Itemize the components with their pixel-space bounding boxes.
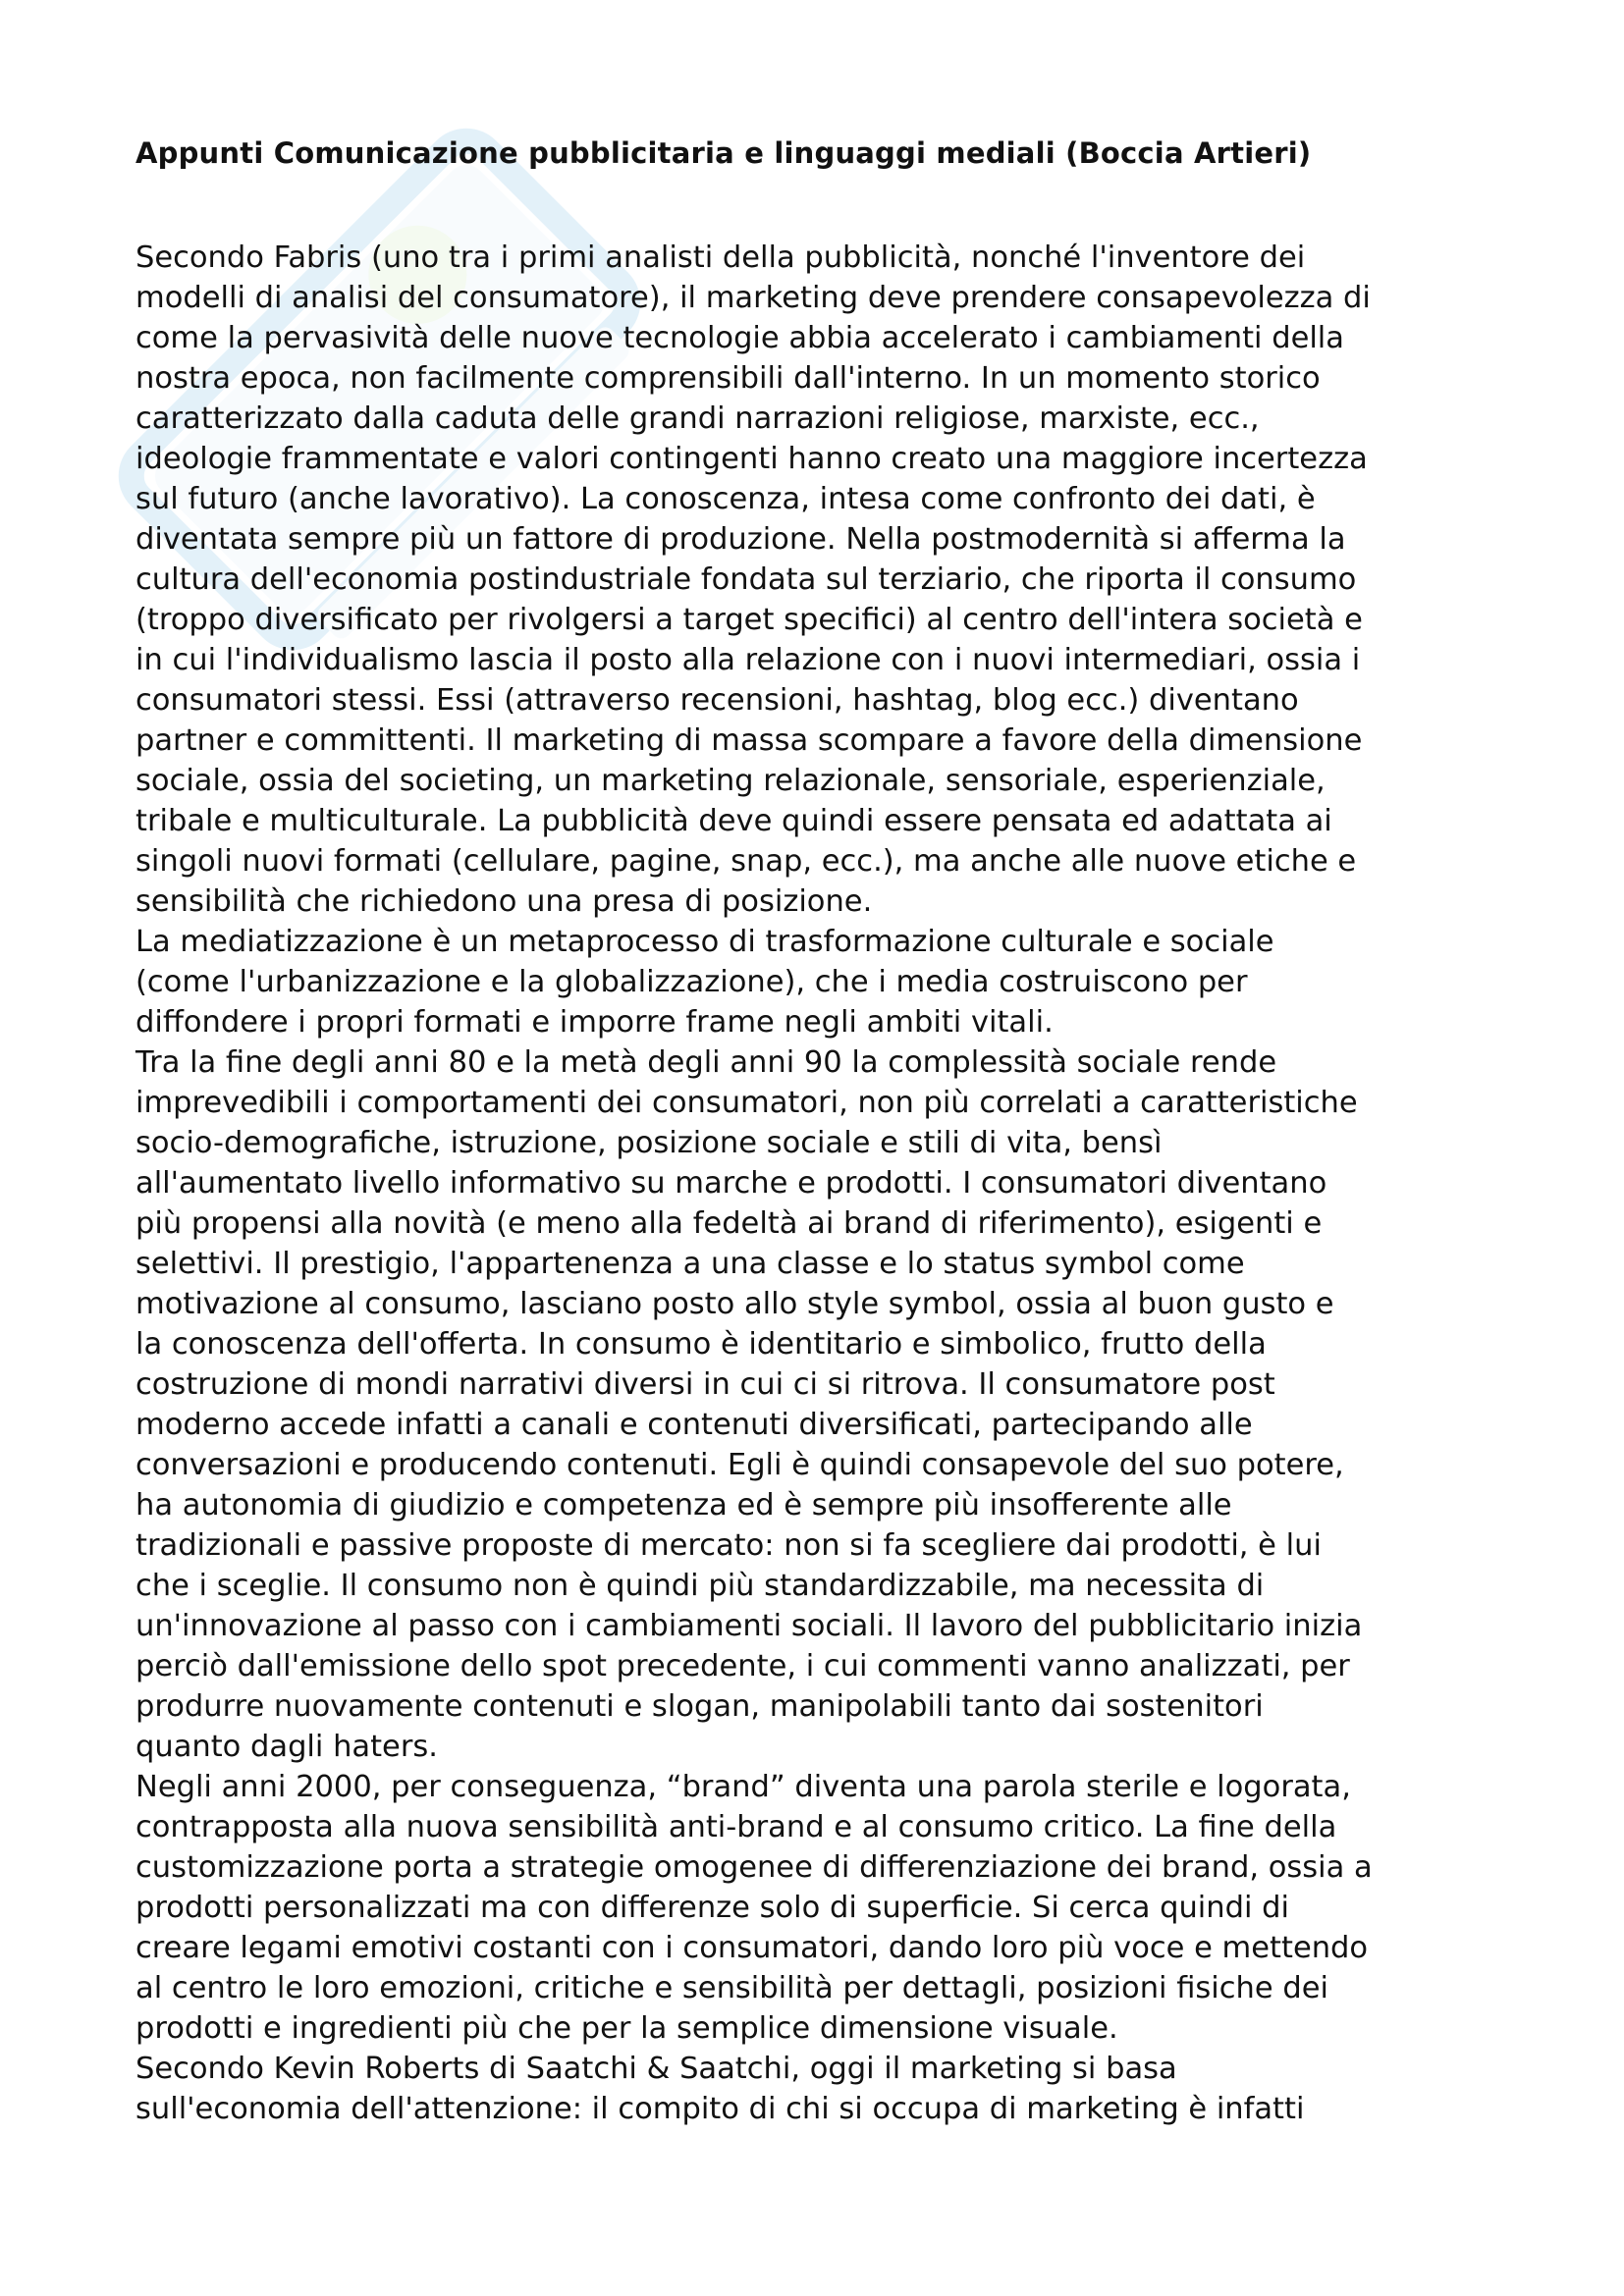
text-line: come la pervasività delle nuove tecnologie abbia accelerato i cambiamenti della — [135, 321, 1344, 355]
text-line: nostra epoca, non facilmente comprensibili dall'interno. In un momento storico — [135, 361, 1321, 396]
text-line: prodotti e ingredienti più che per la semplice dimensione visuale. — [135, 2011, 1118, 2046]
text-line: moderno accede infatti a canali e contenuti diversificati, partecipando alle — [135, 1408, 1253, 1442]
paragraph — [135, 1767, 1510, 2049]
text-line: Negli anni 2000, per conseguenza, “brand” diventa una parola sterile e logorata, — [135, 1770, 1351, 1804]
text-line: conversazioni e producendo contenuti. Egli è quindi consapevole del suo potere, — [135, 1448, 1344, 1482]
text-line: contrapposta alla nuova sensibilità anti-brand e al consumo critico. La fine della — [135, 1810, 1337, 1844]
text-line: tribale e multiculturale. La pubblicità deve quindi essere pensata ed adattata ai — [135, 804, 1332, 838]
text-line: tradizionali e passive proposte di mercato: non si fa scegliere dai prodotti, è lui — [135, 1528, 1322, 1563]
text-line: Secondo Fabris (uno tra i primi analisti della pubblicità, nonché l'inventore dei — [135, 240, 1306, 275]
text-line: più propensi alla novità (e meno alla fedeltà ai brand di riferimento), esigenti e — [135, 1206, 1323, 1241]
text-line: La mediatizzazione è un metaprocesso di trasformazione culturale e sociale — [135, 925, 1274, 959]
text-line: sul futuro (anche lavorativo). La conoscenza, intesa come confronto dei dati, è — [135, 482, 1316, 516]
text-line: imprevedibili i comportamenti dei consumatori, non più correlati a caratteristiche — [135, 1086, 1358, 1120]
text-line: quanto dagli haters. — [135, 1730, 438, 1764]
text-line: motivazione al consumo, lasciano posto allo style symbol, ossia al buon gusto e — [135, 1287, 1334, 1321]
text-line: che i sceglie. Il consumo non è quindi più standardizzabile, ma necessita di — [135, 1569, 1265, 1603]
text-line: ha autonomia di giudizio e competenza ed è sempre più insofferente alle — [135, 1488, 1232, 1522]
text-line: singoli nuovi formati (cellulare, pagine, snap, ecc.), ma anche alle nuove etiche e — [135, 844, 1357, 879]
text-line: sull'economia dell'attenzione: il compito di chi si occupa di marketing è infatti — [135, 2092, 1305, 2126]
text-line: customizzazione porta a strategie omogenee di differenziazione dei brand, ossia a — [135, 1850, 1373, 1885]
paragraph — [135, 238, 1510, 922]
text-line: ideologie frammentate e valori contingenti hanno creato una maggiore incertezza — [135, 442, 1368, 476]
text-line: diventata sempre più un fattore di produzione. Nella postmodernità si afferma la — [135, 522, 1346, 557]
text-line: partner e committenti. Il marketing di massa scompare a favore della dimensione — [135, 723, 1363, 758]
text-line: perciò dall'emissione dello spot precedente, i cui commenti vanno analizzati, per — [135, 1649, 1350, 1683]
document-page — [135, 133, 1510, 2129]
text-line: selettivi. Il prestigio, l'appartenenza a una classe e lo status symbol come — [135, 1247, 1245, 1281]
text-line: prodotti personalizzati ma con differenze solo di superficie. Si cerca quindi di — [135, 1891, 1289, 1925]
text-line: (troppo diversificato per rivolgersi a target specifici) al centro dell'intera società e — [135, 603, 1363, 637]
paragraph — [135, 1042, 1510, 1767]
text-line: consumatori stessi. Essi (attraverso recensioni, hashtag, blog ecc.) diventano — [135, 683, 1299, 718]
text-line: (come l'urbanizzazione e la globalizzazione), che i media costruiscono per — [135, 965, 1248, 999]
text-line: creare legami emotivi costanti con i consumatori, dando loro più voce e mettendo — [135, 1931, 1369, 1965]
text-line: un'innovazione al passo con i cambiamenti sociali. Il lavoro del pubblicitario inizia — [135, 1609, 1363, 1643]
paragraph — [135, 2049, 1510, 2129]
text-line: al centro le loro emozioni, critiche e sensibilità per dettagli, posizioni fisiche dei — [135, 1971, 1328, 2005]
text-line: socio-demografiche, istruzione, posizione sociale e stili di vita, bensì — [135, 1126, 1163, 1160]
text-line: diffondere i propri formati e imporre frame negli ambiti vitali. — [135, 1005, 1054, 1040]
text-line: caratterizzato dalla caduta delle grandi narrazioni religiose, marxiste, ecc., — [135, 401, 1260, 436]
text-line: modelli di analisi del consumatore), il marketing deve prendere consapevolezza di — [135, 281, 1371, 315]
text-line: sensibilità che richiedono una presa di posizione. — [135, 884, 873, 919]
text-line: sociale, ossia del societing, un marketing relazionale, sensoriale, esperienziale, — [135, 764, 1326, 798]
document-body — [135, 238, 1510, 2129]
text-line: Secondo Kevin Roberts di Saatchi & Saatchi, oggi il marketing si basa — [135, 2052, 1177, 2086]
text-line: cultura dell'economia postindustriale fondata sul terziario, che riporta il consumo — [135, 562, 1357, 597]
text-line: Tra la fine degli anni 80 e la metà degli anni 90 la complessità sociale rende — [135, 1045, 1277, 1080]
text-line: produrre nuovamente contenuti e slogan, manipolabili tanto dai sostenitori — [135, 1689, 1264, 1724]
text-line: all'aumentato livello informativo su marche e prodotti. I consumatori diventano — [135, 1166, 1327, 1201]
text-line: la conoscenza dell'offerta. In consumo è identitario e simbolico, frutto della — [135, 1327, 1267, 1362]
text-line: costruzione di mondi narrativi diversi in cui ci si ritrova. Il consumatore post — [135, 1367, 1275, 1402]
paragraph — [135, 922, 1510, 1042]
document-title: Appunti Comunicazione pubblicitaria e linguaggi mediali (Boccia Artieri) — [135, 136, 1312, 170]
text-line: in cui l'individualismo lascia il posto alla relazione con i nuovi intermediari, ossia i — [135, 643, 1361, 677]
